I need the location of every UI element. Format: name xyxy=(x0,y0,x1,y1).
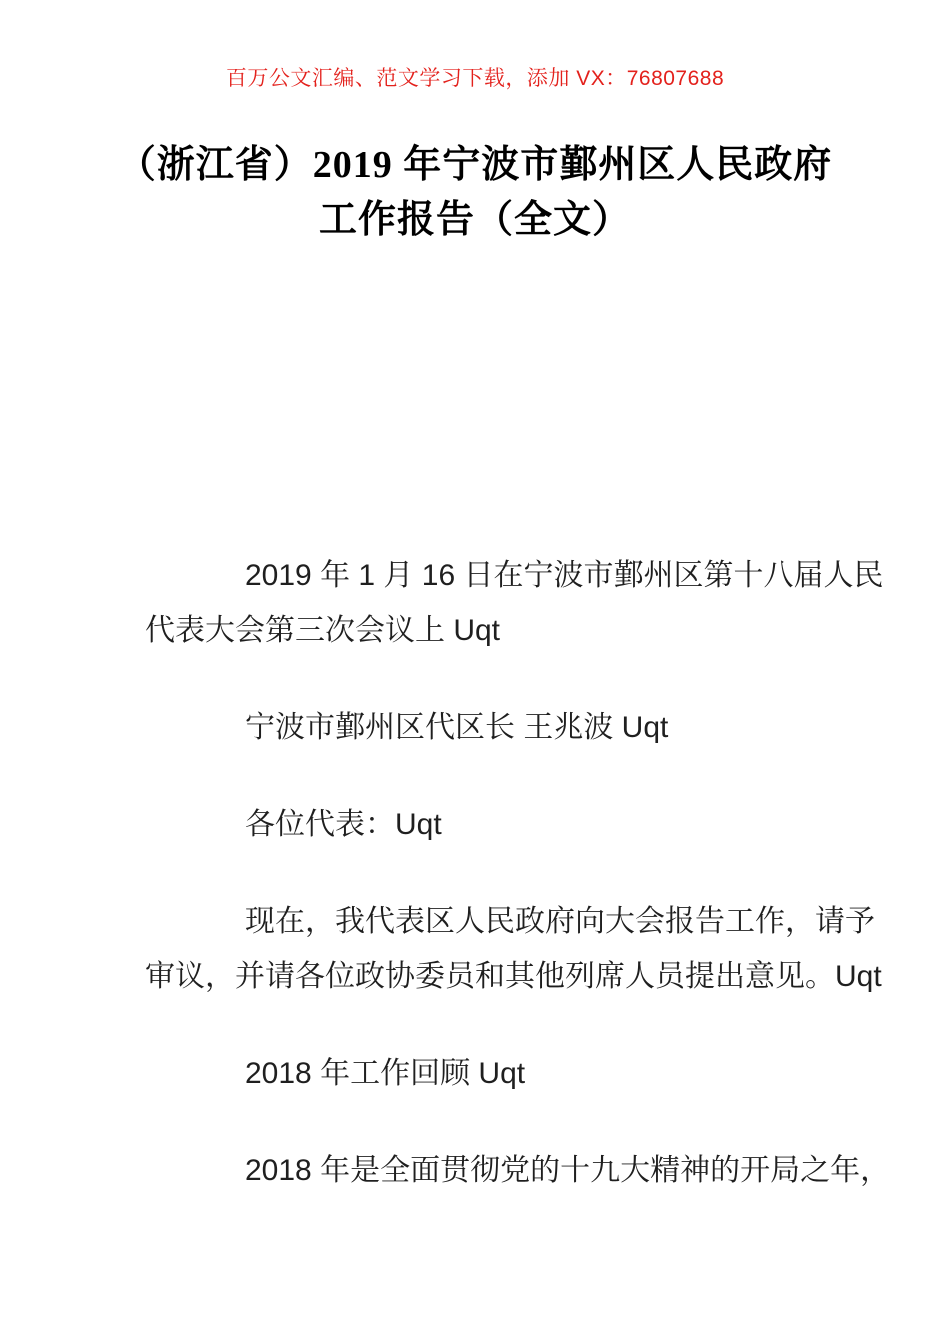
paragraph-line: 现在，我代表区人民政府向大会报告工作，请予 xyxy=(245,905,875,938)
document-title xyxy=(0,138,950,248)
paragraph-salutation xyxy=(145,797,817,852)
paragraph-review-opening xyxy=(145,1143,891,1198)
paragraph-line: 宁波市鄞州区代区长 王兆波 Uqt xyxy=(245,711,669,744)
title-line-2: 工作报告（全文） xyxy=(318,199,631,241)
paragraph-line: 代表大会第三次会议上 Uqt xyxy=(145,614,501,647)
watermark-notice: 百万公文汇编、范文学习下载，添加 VX：76807688 xyxy=(225,67,725,90)
title-line-1: （浙江省）2019 年宁波市鄞州区人民政府 xyxy=(117,144,833,186)
paragraph-meeting-info xyxy=(145,548,884,658)
paragraph-line: 2018 年工作回顾 Uqt xyxy=(245,1057,526,1090)
paragraph-line: 2019 年 1 月 16 日在宁波市鄞州区第十八届人民 xyxy=(245,559,884,592)
paragraph-line: 审议，并请各位政协委员和其他列席人员提出意见。Uqt xyxy=(145,960,882,993)
document-body xyxy=(145,548,891,1240)
paragraph-line: 各位代表：Uqt xyxy=(245,808,442,841)
paragraph-section-heading xyxy=(145,1046,817,1101)
paragraph-intro xyxy=(145,894,882,1004)
paragraph-line: 2018 年是全面贯彻党的十九大精神的开局之年， xyxy=(245,1154,891,1187)
paragraph-speaker xyxy=(145,700,817,755)
